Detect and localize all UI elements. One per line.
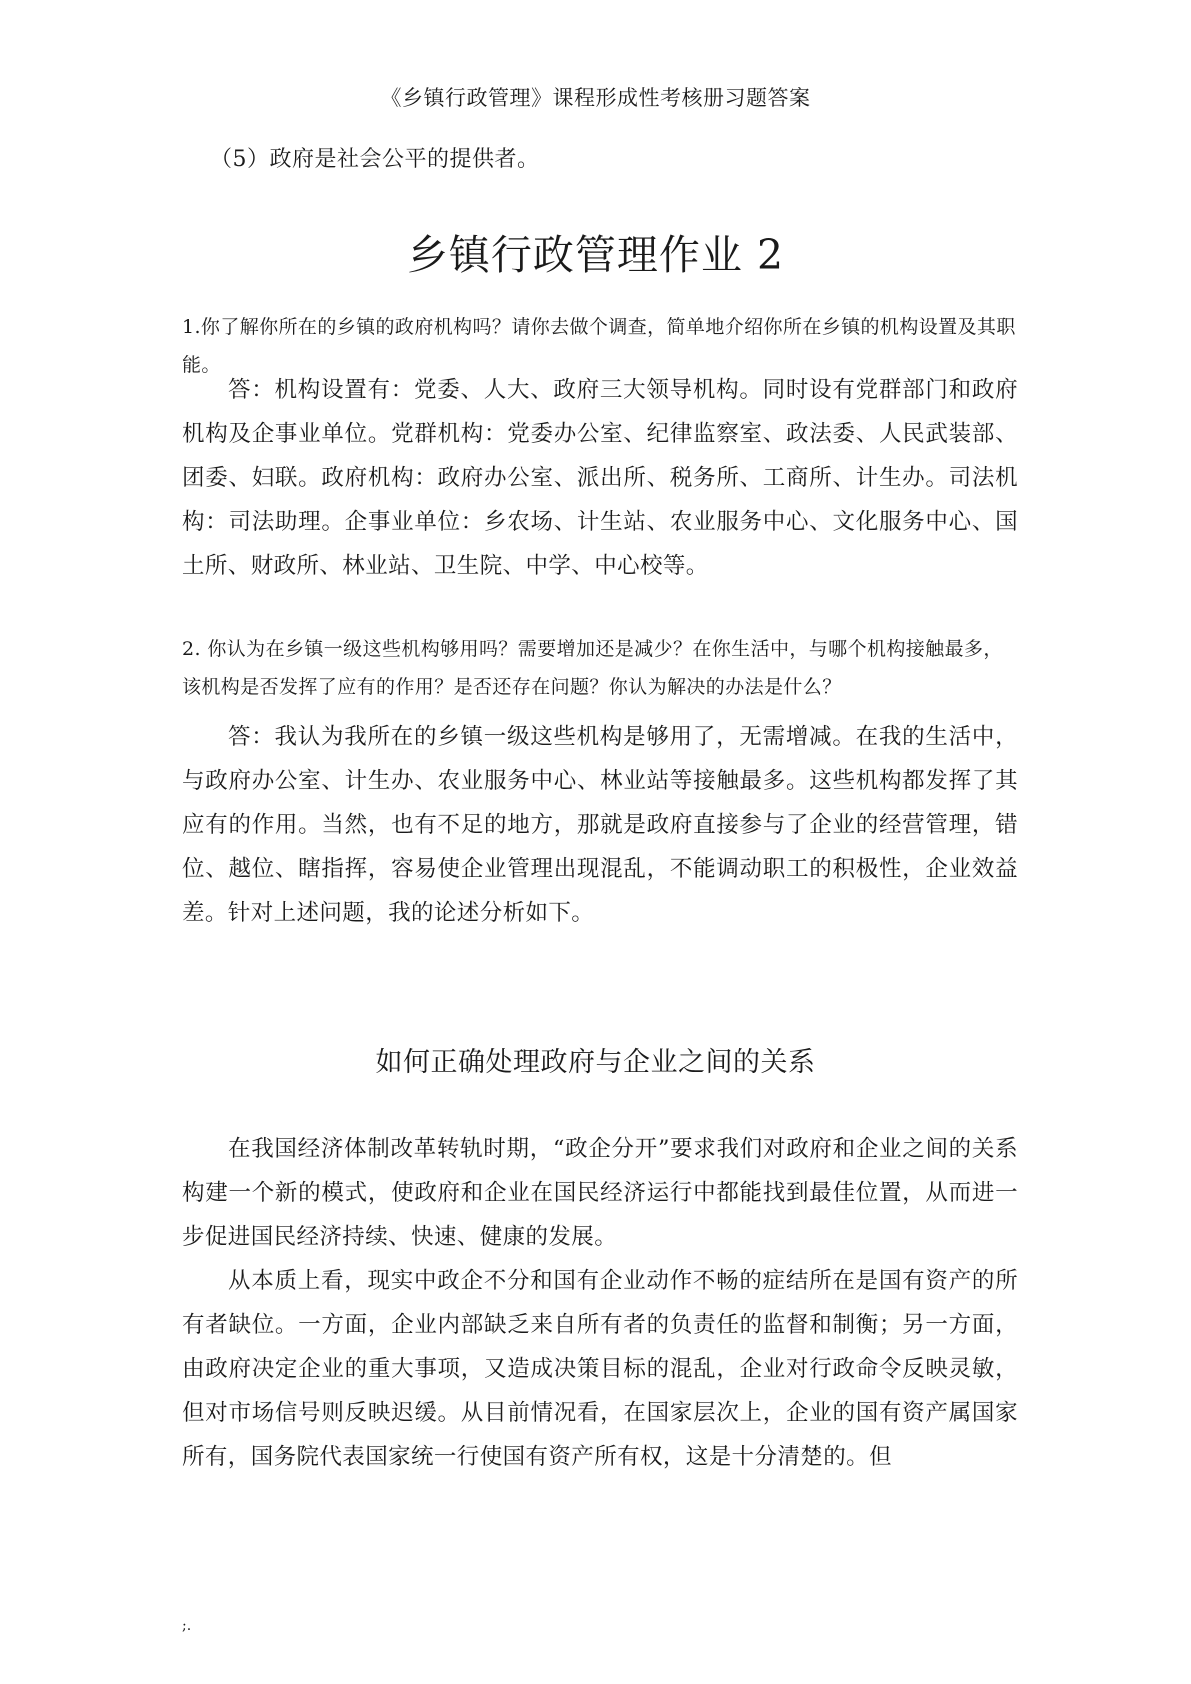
running-header: 《乡镇行政管理》课程形成性考核册习题答案 [380,86,811,110]
question-2: 2. 你认为在乡镇一级这些机构够用吗？需要增加还是减少？在你生活中，与哪个机构接触最多，该机构是否发挥了应有的作用？是否还存在问题？你认为解决的办法是什么？ [182,638,1003,698]
question-1: 1.你了解你所在的乡镇的政府机构吗？请你去做个调查，简单地介绍你所在乡镇的机构设置及其职能。 [182,316,1016,376]
answer-2: 答：我认为我所在的乡镇一级这些机构是够用了，无需增减。在我的生活中，与政府办公室、计生办、农业服务中心、林业站等接触最多。这些机构都发挥了其应有的作用。当然，也有不足的地方，那就是政府直接参与了企业的经营管理，错位、越位、瞎指挥，容易使企业管理出现混乱，不能调动职工的积极性，企业效益差。针对上述问题，我的论述分析如下。 [182,724,1018,926]
essay-paragraph: 在我国经济体制改革转轨时期，“政企分开”要求我们对政府和企业之间的关系构建一个新的模式，使政府和企业在国民经济运行中都能找到最佳位置，从而进一步促进国民经济持续、快速、健康的发展。 [182,1136,1018,1250]
essay-title: 如何正确处理政府与企业之间的关系 [375,1047,816,1078]
essay-paragraph: 从本质上看，现实中政企不分和国有企业动作不畅的症结所在是国有资产的所有者缺位。一方面，企业内部缺乏来自所有者的负责任的监督和制衡；另一方面，由政府决定企业的重大事项，又造成决策目标的混乱，企业对行政命令反映灵敏，但对市场信号则反映迟缓。从目前情况看，在国家层次上，企业的国有资产属国家所有，国务院代表国家统一行使国有资产所有权，这是十分清楚的。但 [182,1268,1018,1470]
previous-page-fragment: （5）政府是社会公平的提供者。 [210,147,540,172]
answer-1: 答：机构设置有：党委、人大、政府三大领导机构。同时设有党群部门和政府机构及企事业单位。党群机构：党委办公室、纪律监察室、政法委、人民武装部、团委、妇联。政府机构：政府办公室、派出所、税务所、工商所、计生办。司法机构：司法助理。企事业单位：乡农场、计生站、农业服务中心、文化服务中心、国土所、财政所、林业站、卫生院、中学、中心校等。 [182,377,1018,579]
footer-mark: ;. [182,1618,192,1634]
assignment-title: 乡镇行政管理作业 2 [406,231,785,279]
